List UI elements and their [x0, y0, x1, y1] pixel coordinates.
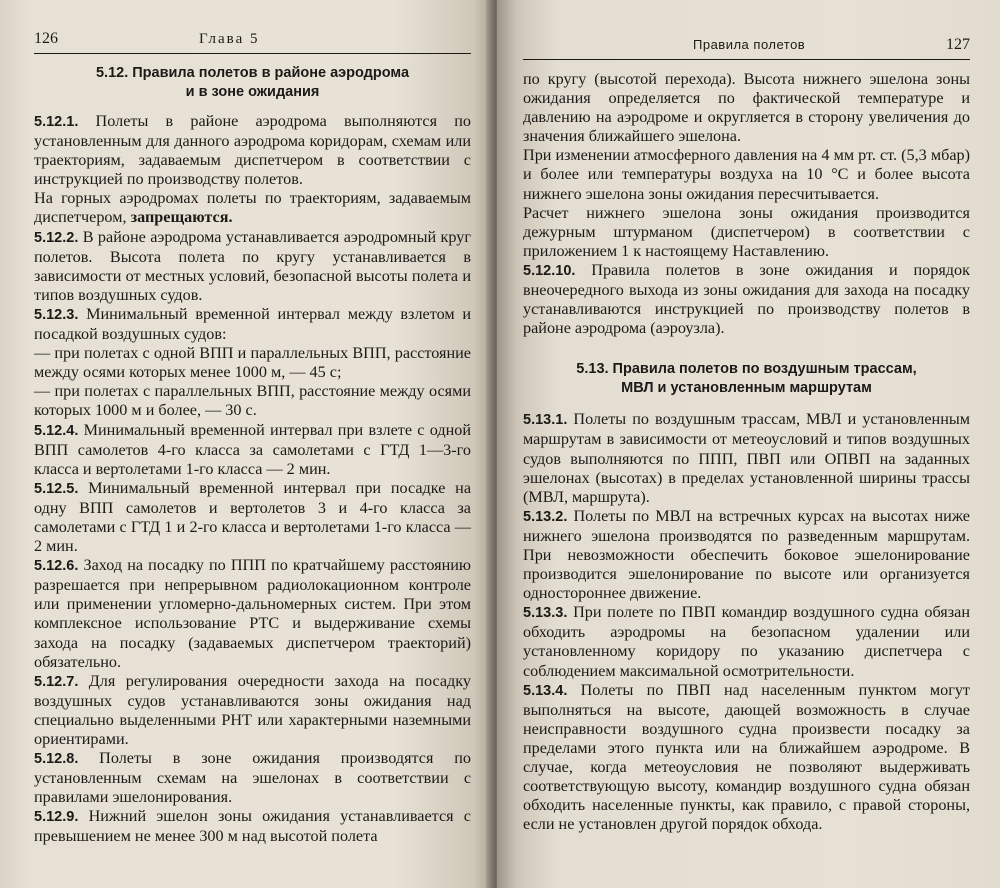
right-body-top: [523, 70, 970, 338]
clause-number: 5.12.10.: [523, 262, 576, 279]
left-page-header: [34, 30, 471, 54]
paragraph: [523, 603, 970, 680]
running-title: Правила полетов: [693, 37, 806, 52]
paragraph-text: Правила полетов в зоне ожидания и порядок внеочередного выхода из зоны ожидания для захода на посадку устанавливаются инструкцией по производству полетов в районе аэродрома (аэроузла).: [523, 260, 970, 338]
paragraph-text: При полете по ПВП командир воздушного судна обязан обходить аэродромы на безопасном удалении или установленному коридору по указанию диспетчера с соблюдением максимальной осмотрительности.: [523, 603, 970, 680]
paragraph: [523, 70, 970, 146]
paragraph-text: Минимальный временной интервал при взлете с одной ВПП самолетов 4-го класса за самолетами с ГТД 1—3-го класса и вертолетами 1-го класса — 2 мин.: [34, 420, 471, 478]
paragraph: [34, 479, 471, 556]
paragraph-text: Заход на посадку по ППП по кратчайшему расстоянию разрешается при непрерывном радиолокационном контроле или применении угломерно-дальномерных систем. При этом комплексное использование РТС и выдерживание схемы захода на посадку (задаваемых диспетчером траекторий) обязательно.: [34, 556, 471, 671]
right-body-bottom: [523, 410, 970, 834]
paragraph-text: Минимальный временной интервал при посадке на одну ВПП самолетов и вертолетов 3 и 4-го класса за самолетами с ГТД 1 и 2-го класса и вертолетами 1-го класса — 2 мин.: [34, 478, 471, 556]
paragraph: [523, 507, 970, 603]
section-5-12-title: [34, 64, 471, 102]
section-title-line: и в зоне ожидания: [185, 84, 320, 100]
paragraph-text: Полеты по воздушным трассам, МВЛ и установленным маршрутам в зависимости от метеоусловий и типов воздушных судов выполняются по ППП, ПВП или ОПВП на заданных эшелонах (высотах) в пределах установленной ширины трассы (МВЛ, маршрута).: [523, 410, 970, 506]
clause-number: 5.13.2.: [523, 508, 568, 525]
paragraph: [34, 305, 471, 344]
paragraph: [34, 382, 471, 420]
paragraph-text: Минимальный временной интервал между взлетом и посадкой воздушных судов:: [34, 304, 471, 344]
paragraph-text: Для регулирования очередности захода на посадку воздушных судов устанавливаются зоны ожидания над специально выделенными РНТ или характерными наземными ориентирами.: [34, 671, 471, 748]
clause-number: 5.12.1.: [34, 114, 79, 130]
paragraph: [523, 146, 970, 203]
section-5-13-title: [523, 360, 970, 398]
right-page-header: [523, 36, 970, 60]
clause-number: 5.13.4.: [523, 682, 568, 699]
paragraph: [523, 261, 970, 338]
paragraph: [34, 421, 471, 479]
paragraph-text: — при полетах с параллельных ВПП, расстояние между осями которых 1000 м и более, — 30 с.: [34, 382, 471, 420]
paragraph-text: Полеты по МВЛ на встречных курсах на высотах ниже нижнего эшелона производятся по разведенным маршрутам. При невозможности обеспечить боковое эшелонирование производится эшелонирование по высоте или организуется одностороннее движение.: [523, 506, 970, 603]
paragraph-text: Нижний эшелон зоны ожидания устанавливается с превышением не менее 300 м над высотой полета: [34, 807, 471, 846]
paragraph: [523, 410, 970, 506]
paragraph: [34, 228, 471, 305]
paragraph: [34, 112, 471, 189]
paragraph-text: Полеты в зоне ожидания производятся по установленным схемам на эшелонах в соответствии с правилами эшелонирования.: [34, 749, 471, 807]
section-title-line: МВЛ и установленным маршрутам: [621, 380, 872, 397]
paragraph-text: Расчет нижнего эшелона зоны ожидания производится дежурным штурманом (диспетчером) в соответствии с приложением 1 к настоящему Наставлению.: [523, 203, 970, 260]
paragraph: [523, 204, 970, 261]
paragraph-text: Полеты в районе аэродрома выполняются по установленным для данного аэродрома коридорам, схемам или траекториям, задаваемым диспетчером в соответствии с инструкцией по производству полетов.: [34, 112, 471, 189]
paragraph-text: При изменении атмосферного давления на 4 мм рт. ст. (5,3 мбар) и более или температуры воздуха на 10 °С и более высота нижнего эшелона зоны ожидания пересчитывается.: [523, 146, 970, 203]
section-title-line: 5.13. Правила полетов по воздушным трассам,: [576, 361, 917, 378]
paragraph: [34, 556, 471, 672]
paragraph: [34, 189, 471, 227]
chapter-title: Глава 5: [199, 31, 260, 47]
section-title-line: 5.12. Правила полетов в районе аэродрома: [95, 65, 410, 81]
paragraph-text: В районе аэродрома устанавливается аэродромный круг полетов. Высота полета по кругу устанавливается в зависимости от местных условий, безопасной высоты полета и типов воздушных судов.: [34, 227, 471, 304]
clause-number: 5.12.8.: [34, 751, 79, 768]
right-page-number: 127: [946, 36, 970, 53]
paragraph: [34, 672, 471, 749]
clause-number: 5.13.1.: [523, 412, 568, 429]
paragraph-text: по кругу (высотой перехода). Высота нижнего эшелона зоны ожидания определяется по фактической температуре и давлению на аэродроме и округляется в сторону увеличения до значения ближайшего эшелона.: [523, 70, 970, 146]
paragraph-text: На горных аэродромах полеты по траекториям, задаваемым диспетчером,: [34, 189, 471, 227]
left-body: [34, 112, 471, 847]
clause-number: 5.12.5.: [34, 480, 79, 497]
clause-number: 5.13.3.: [523, 605, 568, 622]
paragraph: [523, 681, 970, 835]
clause-number: 5.12.4.: [34, 422, 79, 439]
paragraph-text: Полеты по ПВП над населенным пунктом могут выполняться на высоте, дающей возможность в случае неисправности воздушного судна произвести посадку за пределами этого пункта или на ближайшем аэродроме. В случае, когда метеоусловия не позволяют выдерживать соответствующую высоту, командир воздушного судна обязан обходить населенные пункты, как правило, с правой стороны, если не установлен другой порядок обхода.: [523, 680, 970, 834]
paragraph: [34, 807, 471, 846]
clause-number: 5.12.7.: [34, 673, 79, 690]
paragraph-text: — при полетах с одной ВПП и параллельных ВПП, расстояние между осями которых менее 1000 м, — 45 с;: [34, 344, 471, 382]
paragraph: [34, 749, 471, 807]
clause-number: 5.12.9.: [34, 809, 79, 826]
paragraph: [34, 344, 471, 382]
right-page: [497, 0, 1000, 888]
left-page: [0, 0, 493, 888]
clause-number: 5.12.2.: [34, 229, 79, 246]
emphasis-text: запрещаются.: [130, 208, 233, 227]
clause-number: 5.12.6.: [34, 558, 79, 575]
left-page-number: 126: [34, 30, 58, 47]
clause-number: 5.12.3.: [34, 306, 79, 323]
